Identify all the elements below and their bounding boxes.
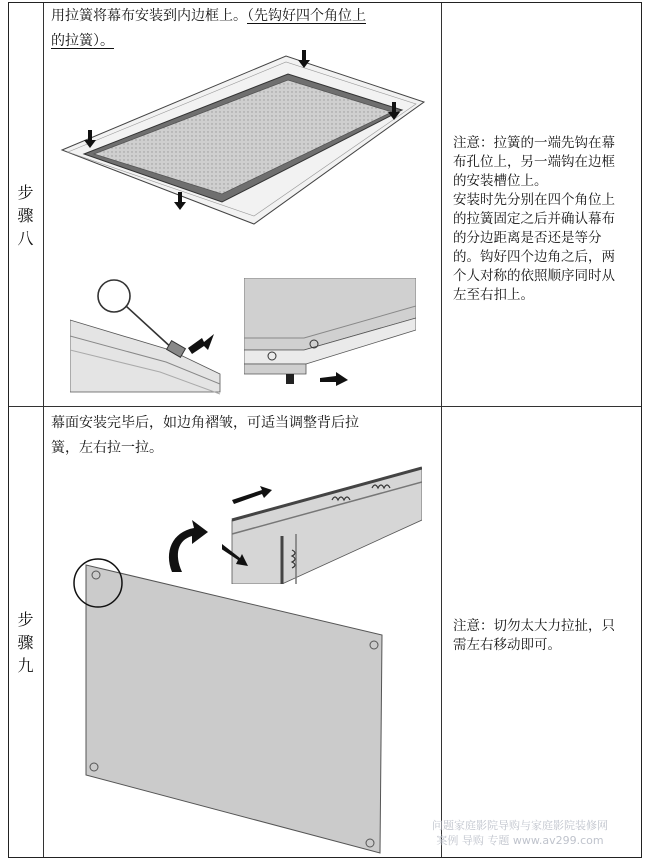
step-9-label-char: 九 [17, 656, 35, 675]
step-8-label-char: 骤 [17, 206, 35, 225]
arrow-icon [232, 486, 272, 504]
step-8-screen-frame-illustration [58, 46, 430, 236]
column-divider-right [441, 3, 442, 857]
note-line: 注意：拉簧的一端先钩在幕 [453, 135, 615, 151]
note-line: 个人对称的依照顺序同时从 [453, 268, 615, 284]
instruction-line: 幕面安装完毕后，如边角褶皱，可适当调整背后拉 [51, 415, 359, 431]
note-line: 安装时先分别在四个角位上 [453, 192, 615, 208]
note-line: 左至右扣上。 [453, 287, 534, 303]
step-8-hook-tool-detail [70, 270, 230, 398]
watermark-line: 案例 导购 专题 www.av299.com [436, 834, 604, 847]
arrow-icon [320, 372, 348, 386]
note-line: 需左右移动即可。 [453, 637, 561, 653]
instruction-line: 簧，左右拉一拉。 [51, 440, 163, 456]
step-9-note [453, 617, 633, 655]
step-8-label-char: 步 [17, 183, 35, 202]
step-8-corner-detail [244, 278, 416, 390]
step-8-label [8, 181, 44, 250]
column-divider-left [43, 3, 44, 857]
note-line: 注意：切勿太大力拉扯，只 [453, 618, 615, 634]
note-line: 的安装槽位上。 [453, 173, 548, 189]
step-8-note [453, 134, 633, 305]
note-line: 的拉簧固定之后并确认幕布 [453, 211, 615, 227]
row-divider [9, 406, 641, 407]
note-line: 布孔位上，另一端钩在边框 [453, 154, 615, 170]
watermark-line: 问题家庭影院导购与家庭影院装修网 [432, 819, 608, 832]
step-9-screen-panel-illustration [70, 555, 392, 855]
watermark [400, 818, 640, 848]
step-9-label-char: 骤 [17, 633, 35, 652]
arrow-icon [188, 334, 214, 354]
step-8-instruction-underlined: （先钩好四个角位上 [247, 8, 366, 24]
step-9-label [8, 608, 44, 677]
step-8-instruction-text: 用拉簧将幕布安装到内边框上。 [51, 8, 247, 24]
note-line: 的。钩好四个边角之后，两 [453, 249, 615, 265]
step-9-label-char: 步 [17, 610, 35, 629]
note-line: 的分边距离是否还是等分 [453, 230, 602, 246]
step-8-label-char: 八 [17, 229, 35, 248]
step-8-instruction-underlined-2: 的拉簧）。 [51, 33, 114, 49]
step-9-instruction [51, 411, 431, 461]
